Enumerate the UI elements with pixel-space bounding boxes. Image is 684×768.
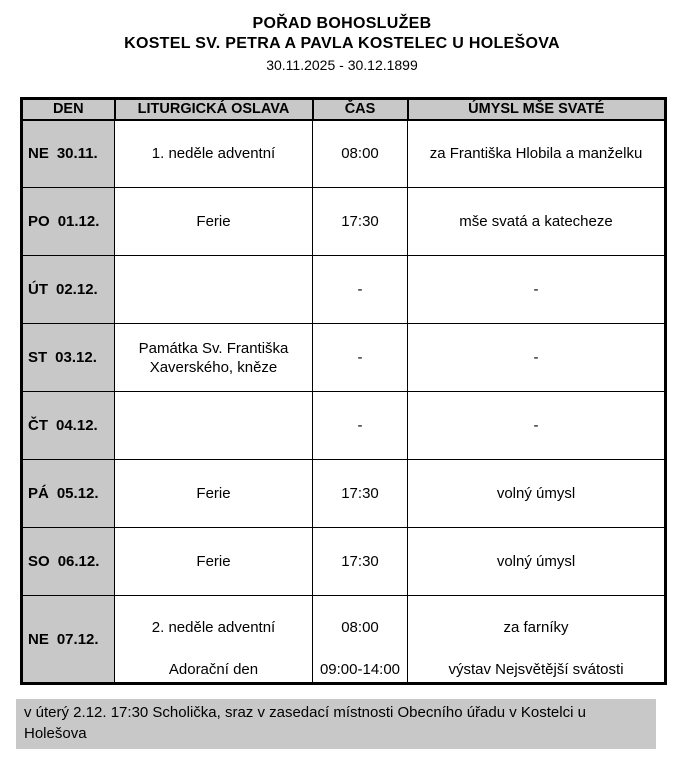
time-cell	[313, 596, 408, 684]
time-cell-line1: 08:00	[341, 618, 379, 636]
column-header-cas: ČAS	[313, 99, 408, 120]
header-row	[22, 99, 666, 120]
table-row	[22, 256, 666, 324]
intention-cell-line2: výstav Nejsvětější svátosti	[448, 660, 624, 678]
day-abbrev: PÁ	[28, 485, 49, 502]
intention-cell	[408, 596, 666, 684]
time-cell: -	[313, 324, 408, 392]
day-abbrev: SO	[28, 553, 50, 570]
day-abbrev: NE	[28, 145, 49, 163]
schedule-table	[20, 97, 667, 685]
table-row	[22, 324, 666, 392]
day-date: 07.12.	[56, 630, 99, 648]
day-date: 30.11.	[56, 145, 98, 163]
intention-cell: mše svatá a katecheze	[408, 188, 666, 256]
time-cell: 17:30	[313, 188, 408, 256]
day-abbrev: ST	[28, 349, 48, 366]
day-abbrev: ČT	[28, 417, 48, 434]
celebration-cell: Ferie	[115, 460, 313, 528]
intention-cell: za Františka Hlobila a manželku	[408, 120, 666, 188]
table-row	[22, 596, 666, 684]
intention-cell: -	[408, 392, 666, 460]
day-date: 05.12.	[56, 485, 99, 502]
day-abbrev: NE	[28, 630, 49, 648]
day-date: 02.12.	[56, 281, 98, 298]
time-cell: -	[313, 256, 408, 324]
title-block	[0, 0, 684, 75]
day-date: 04.12.	[56, 417, 98, 434]
day-abbrev: PO	[28, 213, 50, 230]
date-range: 30.11.2025 - 30.12.1899	[266, 57, 418, 73]
church-name: KOSTEL SV. PETRA A PAVLA KOSTELEC U HOLEŠOVA	[124, 35, 560, 52]
schedule-body	[22, 120, 666, 684]
day-abbrev: ÚT	[28, 281, 48, 298]
day-date: 03.12.	[55, 349, 97, 366]
page-title: POŘAD BOHOSLUŽEB	[252, 15, 432, 32]
time-cell: 17:30	[313, 460, 408, 528]
column-header-oslava: LITURGICKÁ OSLAVA	[115, 99, 313, 120]
intention-cell: volný úmysl	[408, 460, 666, 528]
celebration-cell: Památka Sv. Františka Xaverského, kněze	[115, 324, 313, 392]
intention-cell: -	[408, 324, 666, 392]
day-cell	[22, 256, 115, 324]
time-cell-line2: 09:00-14:00	[319, 660, 401, 678]
table-row	[22, 528, 666, 596]
day-cell	[22, 120, 115, 188]
day-cell	[22, 528, 115, 596]
celebration-cell: Ferie	[115, 528, 313, 596]
time-cell: 17:30	[313, 528, 408, 596]
column-header-umysl: ÚMYSL MŠE SVATÉ	[408, 99, 666, 120]
table-row	[22, 460, 666, 528]
table-row	[22, 392, 666, 460]
celebration-cell: 1. neděle adventní	[115, 120, 313, 188]
celebration-cell-line2: Adorační den	[168, 660, 259, 678]
column-header-den: DEN	[22, 99, 115, 120]
time-cell: 08:00	[313, 120, 408, 188]
day-cell	[22, 324, 115, 392]
day-cell	[22, 188, 115, 256]
day-date: 06.12.	[57, 553, 100, 570]
day-date: 01.12.	[57, 213, 100, 230]
day-cell	[22, 460, 115, 528]
intention-cell: volný úmysl	[408, 528, 666, 596]
celebration-cell: Ferie	[115, 188, 313, 256]
day-cell	[22, 392, 115, 460]
day-cell	[22, 596, 115, 684]
time-cell: -	[313, 392, 408, 460]
celebration-cell	[115, 596, 313, 684]
footer-note: v úterý 2.12. 17:30 Scholička, sraz v zasedací místnosti Obecního úřadu v Kostelci u Holešova	[16, 699, 656, 749]
table-row	[22, 188, 666, 256]
celebration-cell	[115, 392, 313, 460]
celebration-cell	[115, 256, 313, 324]
celebration-cell-line1: 2. neděle adventní	[151, 618, 276, 636]
intention-cell: -	[408, 256, 666, 324]
table-row	[22, 120, 666, 188]
intention-cell-line1: za farníky	[503, 618, 569, 636]
